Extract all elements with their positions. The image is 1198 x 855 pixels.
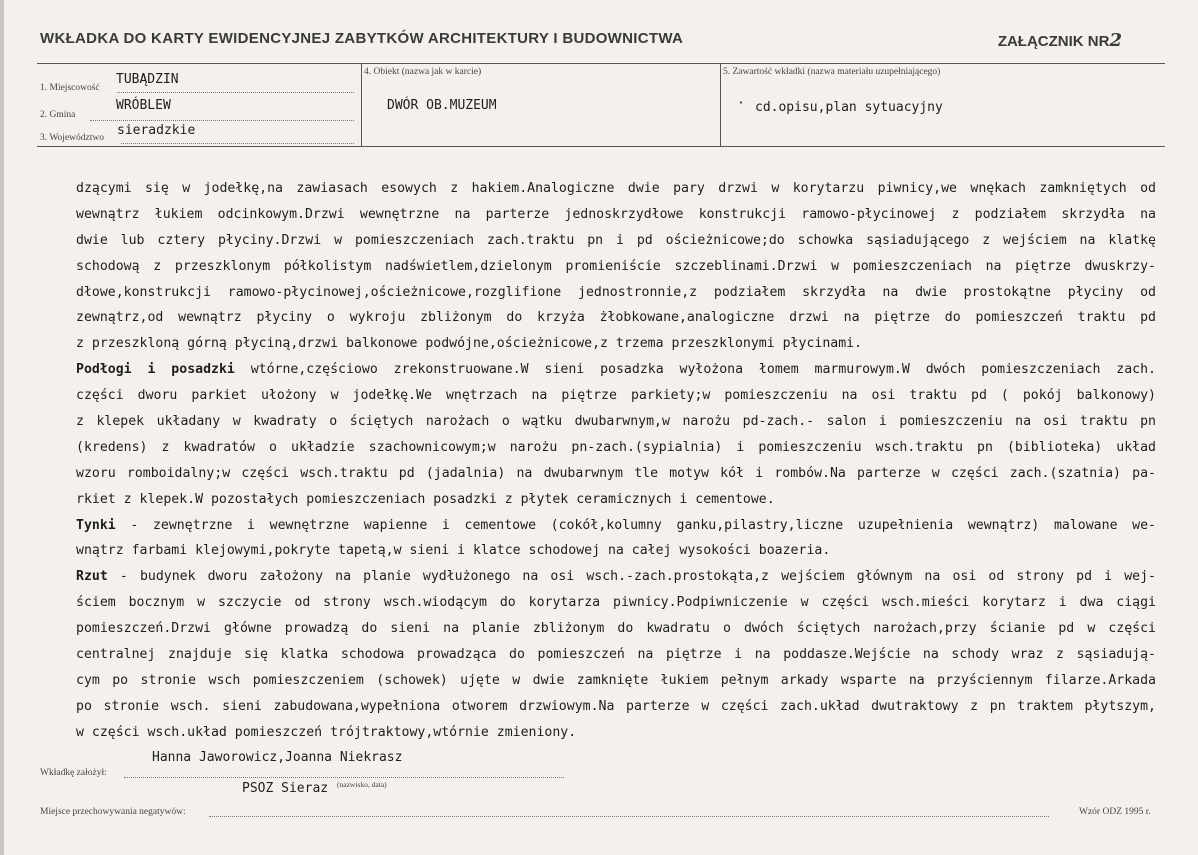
annex-number [998, 30, 1122, 51]
line-text: - budynek dworu założony na planie wydłużonego na osi wsch.-zach.prostokąta,z wejściem głównym na osi od strony pd i wej- [107, 569, 1156, 585]
text-line [76, 331, 1156, 357]
line-text: wtórne,częściowo zrekonstruowane.W sieni posadzka wyłożona łomem marmurowym.W dwóch pomieszczeniach zach. [234, 362, 1156, 378]
institution: PSOZ Sieraz [242, 781, 329, 796]
province-label: 3. Województwo [40, 133, 104, 143]
text-line [76, 280, 1156, 306]
line-text: (kredens) z kwadratów o układzie szachownicowym;w narożu pn-zach.(sypialnia) i pomieszczeniu wsch.traktu pn (biblioteka) układ [76, 439, 1156, 455]
line-text: ściem bocznym w szczycie od strony wsch.wiodącym do korytarza piwnicy.Podpiwniczenie w części wsch.mieści korytarz i dwa ciągi [76, 595, 1156, 611]
document-title: WKŁADKA DO KARTY EWIDENCYJNEJ ZABYTKÓW ARCHITEKTURY I BUDOWNICTWA [40, 30, 684, 47]
negatives-storage-dotline [209, 816, 1049, 817]
contents-value: cd.opisu,plan sytuacyjny [755, 100, 943, 115]
text-line [76, 409, 1156, 435]
line-text: wzoru romboidalny;w części wsch.traktu pd (jadalnia) na dwubarwnym tle motyw kół i rombów.Na parterze w części zach.(szatnia) pa- [76, 465, 1156, 481]
text-line [76, 590, 1156, 616]
line-text: rkiet z klepek.W pozostałych pomieszczeniach posadzki z płytek ceramicznych i cementowe. [76, 491, 775, 507]
text-line [76, 694, 1156, 720]
text-line [76, 642, 1156, 668]
locality-value: TUBĄDZIN [116, 72, 179, 87]
line-text: wnątrz farbami klejowymi,pokryte tapetą,w sieni i klatce schodowej na całej wysokości boazeria. [76, 543, 831, 559]
annex-number-value: 2 [1109, 30, 1122, 51]
line-text: po stronie wsch. sieni zabudowana,wypełniona otworem drzwiowym.Na parterze w części zach.układ dwutraktowy z pn traktem płytszym, [76, 698, 1156, 714]
text-line [76, 720, 1156, 746]
text-line [76, 513, 1156, 539]
text-line [76, 357, 1156, 383]
section-heading: Podłogi i posadzki [76, 362, 235, 378]
line-text: z przeszkloną górną płyciną,drzwi balkonowe podwójne,ościeżnicowe,z trzema przeszklonymi płycinami. [76, 336, 863, 352]
text-line [76, 228, 1156, 254]
line-text: schodową z przeszklonym półkolistym nadświetlem,dzielonym promieniście szczeblinami.Drzwi w pomieszczeniach na piętrze dwuskrzy- [76, 258, 1156, 274]
line-text: wewnątrz łukiem odcinkowym.Drzwi wewnętrzne na parterze jednoskrzydłowe konstrukcji ramowo-płycinowej z podziałem skrzydła na [76, 206, 1156, 222]
info-box [37, 63, 1165, 147]
contents-mark: · [737, 96, 745, 111]
line-text: w części wsch.układ pomieszczeń trójtraktowy,wtórnie zmieniony. [76, 724, 577, 740]
commune-value: WRÓBLEW [116, 98, 171, 113]
line-text: dwie lub cztery płyciny.Drzwi w pomieszczeniach zach.traktu pn i pd ościeżnicowe;do schowka sąsiadującego z wejściem na klatkę [76, 232, 1156, 248]
section-heading: Tynki [76, 517, 116, 533]
line-text: części dworu parkiet ułożony w jodełkę.We wnętrzach na piętrze parkiety;w pomieszczeniu na osi traktu pd ( pokój balkonowy) [76, 388, 1156, 404]
commune-dotline [90, 120, 354, 121]
text-line [76, 616, 1156, 642]
text-line [76, 202, 1156, 228]
column-divider [720, 64, 721, 146]
text-line [76, 538, 1156, 564]
line-text: z klepek układany w kwadraty o ściętych narożach o wątku dwubarwnym,w narożu pd-zach.- salon i pomieszczeniu na osi traktu pn [76, 414, 1156, 430]
province-dotline [121, 143, 354, 144]
section-heading: Rzut [76, 569, 108, 585]
form-template-label: Wzór ODZ 1995 r. [1079, 807, 1151, 817]
object-value: DWÓR OB.MUZEUM [387, 98, 497, 113]
contents-label: 5. Zawartość wkładki (nazwa materiału uzupełniającego) [723, 67, 941, 77]
locality-label: 1. Miejscowość [40, 83, 100, 93]
line-text: dzącymi się w jodełkę,na zawiasach esowych z hakiem.Analogiczne dwie pary drzwi w korytarzu piwnicy,we wnękach zamkniętych od [76, 181, 1156, 196]
text-line [76, 668, 1156, 694]
line-text: centralnej znajduje się klatka schodowa prowadząca do pomieszczeń na piętrze i na poddasze.Wejście na schody wraz z sąsiadują- [76, 647, 1156, 663]
line-text: dłowe,konstrukcji ramowo-płycinowej,ościeżnicowe,rozglifione jednostronnie,z podziałem skrzydła na dwie prostokątne płyciny od [76, 284, 1156, 300]
prepared-by-dotline [124, 777, 564, 778]
text-line [76, 176, 1156, 202]
authors: Hanna Jaworowicz,Joanna Niekrasz [152, 750, 403, 765]
object-label: 4. Obiekt (nazwa jak w karcie) [364, 67, 482, 77]
commune-label: 2. Gmina [40, 110, 76, 120]
text-line [76, 305, 1156, 331]
text-line [76, 564, 1156, 590]
line-text: - zewnętrzne i wewnętrzne wapienne i cementowe (cokół,kolumny ganku,pilastry,liczne uzupełnienia wewnątrz) malowane we- [115, 517, 1156, 533]
text-line [76, 487, 1156, 513]
text-line [76, 435, 1156, 461]
annex-label: ZAŁĄCZNIK NR [997, 33, 1110, 50]
prepared-by-label: Wkładkę założył: [40, 768, 107, 778]
description-text [76, 176, 1156, 746]
line-text: zewnątrz,od wewnątrz płyciny o wykroju zbliżonym do krzyża żłobkowane,analogiczne drzwi na piętrze do pomieszczeń traktu pd [76, 310, 1156, 326]
text-line [76, 254, 1156, 280]
locality-dotline [117, 92, 354, 93]
province-value: sieradzkie [117, 123, 196, 138]
name-date-label: (nazwisko, data) [337, 780, 387, 789]
text-line [76, 383, 1156, 409]
line-text: cym po stronie wsch pomieszczeniem (schowek) ujęte w dwie zamknięte łukiem pełnym arkady wsparte na przyściennym filarze.Arkada [76, 672, 1156, 688]
line-text: pomieszczeń.Drzwi główne prowadzą do sieni na planie zbliżonym do kwadratu o dwóch ściętych narożach,przy ścianie pd w części [76, 621, 1156, 637]
text-line [76, 461, 1156, 487]
column-divider [361, 64, 362, 146]
negatives-storage-label: Miejsce przechowywania negatywów: [40, 807, 186, 817]
